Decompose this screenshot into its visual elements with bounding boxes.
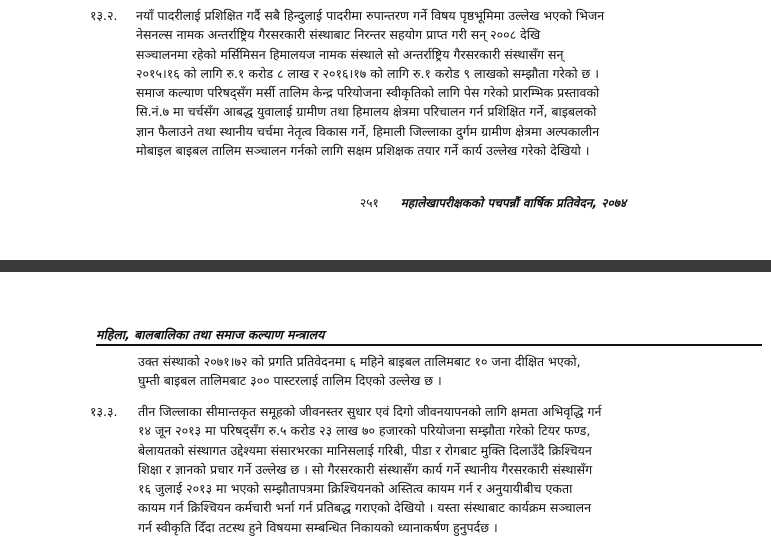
bottom-page bbox=[0, 272, 771, 547]
page-divider bbox=[0, 236, 771, 272]
text-line: शिक्षा र ज्ञानको प्रचार गर्ने उल्लेख छ । सो गैरसरकारी संस्थासँग कार्य गर्ने स्थानीय गैरसरकारी संस्थासँग bbox=[138, 461, 593, 477]
text-line: सञ्चालनमा रहेको मर्सिमिसन हिमालयज नामक संस्थाले सो अन्तर्राष्ट्रिय गैरसरकारी संस्थासँग सन् bbox=[136, 46, 564, 62]
page-footer bbox=[360, 194, 720, 211]
text-line: उक्त संस्थाको २०७१।७२ को प्रगति प्रतिवेदनमा ६ महिने बाइबल तालिमबाट १० जना दीक्षित भएको, bbox=[138, 354, 581, 369]
paragraph-number: १३.२. bbox=[90, 8, 118, 23]
text-line: ज्ञान फैलाउने तथा स्थानीय चर्चमा नेतृत्व विकास गर्ने, हिमाली जिल्लाका दुर्गम ग्रामीण क्षेत्रमा अल्पकालीन bbox=[136, 123, 600, 139]
text-line: नेसनल्स नामक अन्तर्राष्ट्रिय गैरसरकारी संस्थाबाट निरन्तर सहयोग प्राप्त गरी सन् २००८ देखि bbox=[136, 27, 541, 43]
text-line: २०१५।१६ को लागि रु.१ करोड ८ लाख र २०१६।१७ को लागि रु.१ करोड ९ लाखको सम्झौता गरेको छ । bbox=[136, 65, 600, 81]
report-title: महालेखापरीक्षकको पचपन्नौं वार्षिक प्रतिवेदन, २०७४ bbox=[400, 196, 627, 210]
text-line: १४ जून २०१३ मा परिषद्सँग रु.५ करोड २३ लाख ७० हजारको परियोजना सम्झौता गरेको टियर फण्ड, bbox=[138, 423, 591, 439]
text-line: नयाँ पादरीलाई प्रशिक्षित गर्दै सबै हिन्दुलाई पादरीमा रुपान्तरण गर्ने विषय पृष्ठभूमिमा उल्लेख भएको भिजन bbox=[136, 8, 605, 23]
text-line: मोबाइल बाइबल तालिम सञ्चालन गर्नको लागि सक्षम प्रशिक्षक तयार गर्ने कार्य उल्लेख गरेको देखियो । bbox=[136, 143, 590, 159]
page-number: २५१ bbox=[360, 196, 379, 210]
paragraph-text bbox=[138, 402, 718, 537]
text-line: गर्न स्वीकृति दिँदा तटस्थ हुने विषयमा सम्बन्धित निकायको ध्यानाकर्षण हुनुपर्दछ । bbox=[138, 519, 498, 535]
paragraph-number: १३.३. bbox=[90, 404, 118, 419]
text-line: समाज कल्याण परिषद्सँग मर्सी तालिम केन्द्र परियोजना स्वीकृतिको लागि पेस गरेको प्रारम्भिक प्रस्तावको bbox=[136, 85, 600, 101]
top-page bbox=[0, 0, 771, 236]
text-line: सि.नं.७ मा चर्चसँग आबद्ध युवालाई ग्रामीण तथा हिमालय क्षेत्रमा परिचालन गर्न प्रशिक्षित गर्ने, बाइबलको bbox=[136, 104, 597, 120]
text-line: कायम गर्न क्रिश्चियन कर्मचारी भर्ना गर्न प्रतिबद्ध गराएको देखियो । यस्ता संस्थाबाट कार्यक्रम सञ्चालन bbox=[138, 500, 592, 516]
ministry-header: महिला, बालबालिका तथा समाज कल्याण मन्त्रालय bbox=[96, 326, 762, 346]
paragraph-text bbox=[136, 6, 716, 160]
text-line: घुम्ती बाइबल तालिमबाट ३०० पास्टरलाई तालिम दिएको उल्लेख छ । bbox=[138, 373, 442, 389]
text-line: बेलायतको संस्थागत उद्देश्यमा संसारभरका मानिसलाई गरिबी, पीडा र रोगबाट मुक्ति दिलाउँदै क्रिश्चियन bbox=[138, 442, 592, 458]
text-line: १६ जुलाई २०१३ मा भएको सम्झौतापत्रमा क्रिश्चियनको अस्तित्व कायम गर्न र अनुयायीबीच एकता bbox=[138, 481, 573, 497]
text-line: तीन जिल्लाका सीमान्तकृत समूहको जीवनस्तर सुधार एवं दिगो जीवनयापनको लागि क्षमता अभिवृद्धि गर्न bbox=[138, 404, 602, 419]
continuation-text bbox=[138, 352, 718, 391]
